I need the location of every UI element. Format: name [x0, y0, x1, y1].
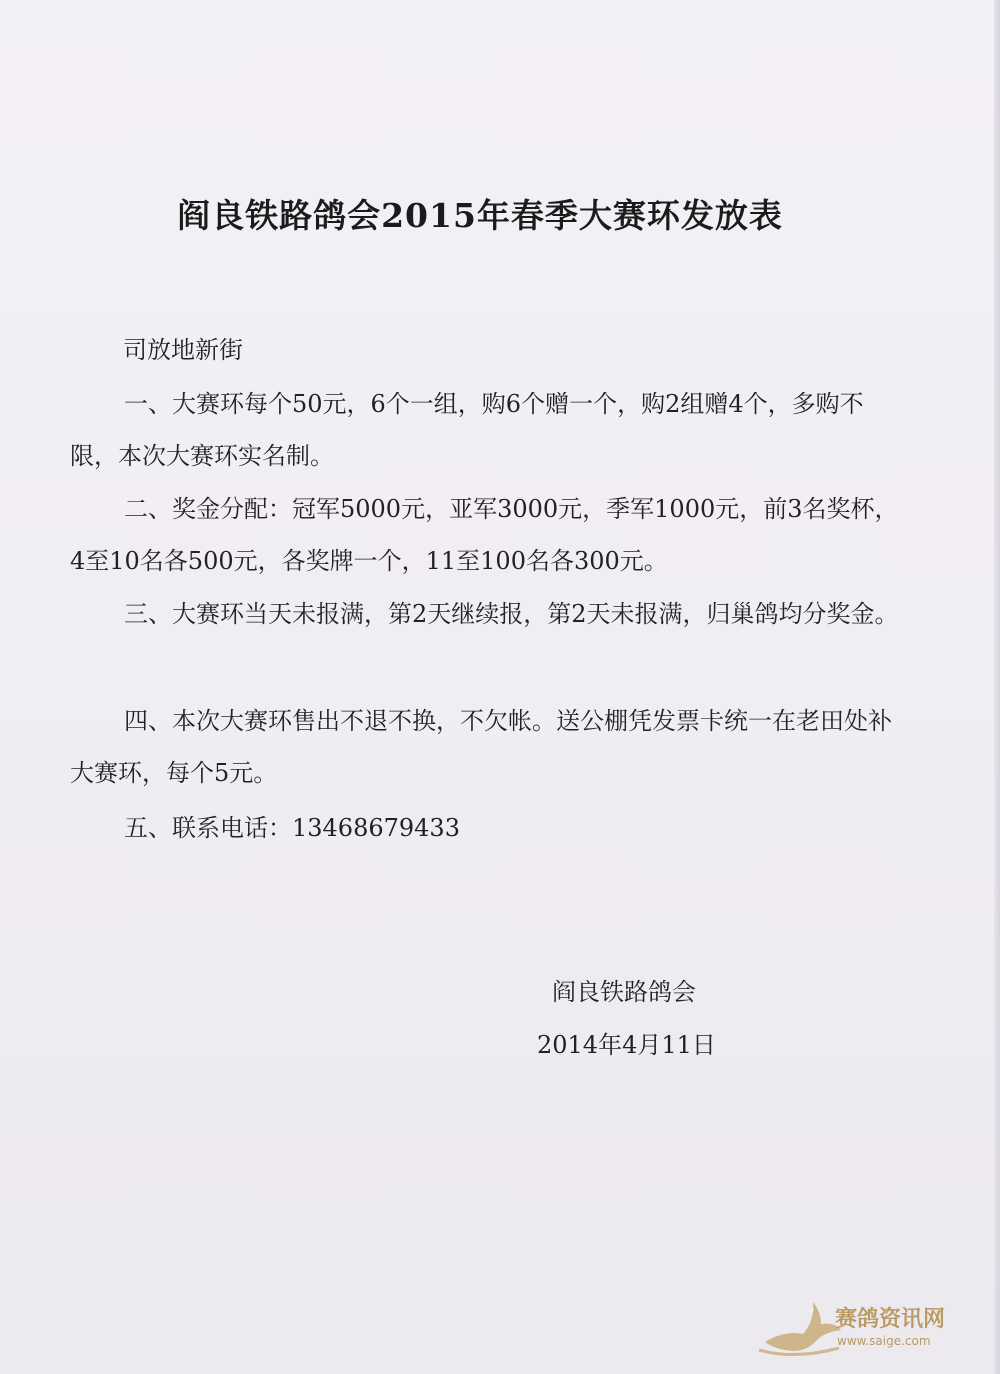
- document-title: 阎良铁路鸽会2015年春季大赛环发放表: [177, 196, 783, 235]
- watermark-url: www.saige.com: [837, 1334, 931, 1348]
- release-location: 司放地新街: [123, 336, 243, 364]
- pigeon-logo-icon: [755, 1290, 845, 1358]
- document-date: 2014年4月11日: [537, 1031, 716, 1059]
- site-watermark: [755, 1290, 965, 1360]
- clause-2: 二、奖金分配：冠军5000元，亚军3000元，季军1000元，前3名奖杯，4至10名各500元，各奖牌一个，11至100名各300元。: [70, 495, 899, 575]
- clause-5: 五、联系电话：13468679433: [124, 814, 460, 842]
- clause-3: 三、大赛环当天未报满，第2天继续报，第2天未报满，归巢鸽均分奖金。: [124, 600, 899, 628]
- scan-edge: [994, 0, 1000, 1374]
- watermark-site-name: 赛鸽资讯网: [835, 1307, 946, 1332]
- clause-1: 一、大赛环每个50元，6个一组，购6个赠一个，购2组赠4个，多购不限，本次大赛环实名制。: [70, 390, 864, 470]
- clause-4: 四、本次大赛环售出不退不换，不欠帐。送公棚凭发票卡统一在老田处补大赛环，每个5元。: [70, 707, 892, 787]
- signature-organization: 阎良铁路鸽会: [552, 978, 696, 1006]
